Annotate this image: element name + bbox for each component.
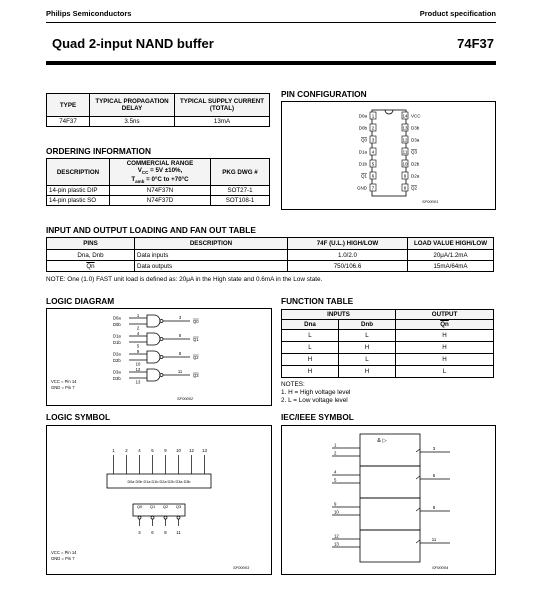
pin-number: 2 [371,125,375,131]
function-cell: H [282,366,339,378]
pin-number: 9 [164,448,167,453]
vcc-note: VCC = Pin 14 [51,379,77,384]
pin-number: 3 [371,137,375,143]
function-cell: H [339,366,396,378]
function-row [282,366,494,378]
pin-number: 6 [151,530,154,535]
note-1: 1. H = High voltage level [281,389,351,396]
pin-number: 13 [202,448,207,453]
pin-number: 14 [402,113,408,119]
load-desc-0: Data inputs [135,250,288,261]
function-cell: L [396,366,494,378]
gate-section [360,530,420,562]
function-row [282,342,494,354]
function-cell: H [282,354,339,366]
function-cell: L [282,330,339,342]
negation-mark [416,449,420,452]
iec-symbol-box [281,425,496,575]
company-name: Philips Semiconductors [46,9,132,18]
function-table-title: FUNCTION TABLE [281,296,354,306]
inversion-bubble [160,320,163,323]
ord-desc-1: 14-pin plastic SO [47,196,110,206]
pin-number: 11 [431,537,437,542]
pin-number: 6 [178,333,182,338]
function-cell: L [339,354,396,366]
th-current: TYPICAL SUPPLY CURRENT (TOTAL) [175,94,270,117]
input-label: D3a [113,369,121,375]
input-label: D3b [113,376,121,381]
inversion-bubble [160,338,163,341]
pin-label: GND [357,185,367,191]
pin-number: 11 [402,149,408,155]
input-block-label: D0a D0b D1a D1b D2a D2b D3a D3b [127,480,191,484]
pin-config-title: PIN CONFIGURATION [281,89,367,99]
range-vcc: $V_{CC} = 5V \pm 10\%$, [137,167,183,176]
pin-number: 3 [138,530,141,535]
inversion-bubble [164,516,167,519]
ordering-title: ORDERING INFORMATION [46,146,151,156]
vcc-note: VCC = Pin 14 [51,550,77,555]
input-label: D0a [113,315,121,321]
pin-number: 11 [176,530,181,535]
pin-number: 5 [334,477,337,483]
negation-mark [416,476,420,479]
negation-mark [416,508,420,511]
load-val-1: 15mA/64mA [408,261,494,272]
pin-number: 1 [136,313,140,318]
cell-type: 74F37 [47,117,90,127]
nand-gate [147,333,160,345]
function-cell: L [282,342,339,354]
th-dnb: Dnb [339,320,396,330]
pin-label: Q2 [411,185,418,191]
pin-number: 11 [177,369,183,374]
pin-number: 10 [135,361,141,367]
range-tamb: $T_{amb} = 0^\circ C$ to +70°C [131,175,189,184]
inversion-bubble [138,516,141,519]
pin-label: VCC [411,113,421,119]
ord-pkg-0: SOT27-1 [211,186,270,196]
pin-number: 4 [334,469,337,475]
page-title: Quad 2-input NAND buffer [52,36,214,51]
loading-table [46,237,494,272]
pin-number: 1 [371,113,375,119]
nand-gate [147,315,160,327]
ord-desc-0: 14-pin plastic DIP [47,186,110,196]
pin-label: D3b [411,125,420,131]
pin-number: 5 [151,448,154,453]
pin-label: Q3 [411,149,418,155]
pin-number: 6 [432,473,436,478]
pin-number: 2 [136,325,140,331]
function-row [282,330,494,342]
pin-number: 12 [334,533,339,539]
negation-mark [416,540,420,543]
function-cell: L [339,330,396,342]
th-pkg: PKG DWG # [211,159,270,186]
load-val-0: 20μA/1.2mA [408,250,494,261]
output-label: Q1 [193,336,199,342]
input-label: D1b [113,340,121,345]
spec-type: Product specification [419,9,496,18]
output-label: Q3 [193,372,199,378]
pin-number: 10 [402,161,408,167]
pin-number: 10 [334,509,339,515]
pin-number: 12 [135,367,141,372]
function-cell: H [396,330,494,342]
nand-gate [147,351,160,363]
th-pins: PINS [47,238,135,250]
gnd-note: GND = Pin 7 [51,556,75,561]
pin-number: 1 [334,442,337,448]
function-cell: H [339,342,396,354]
pin-number: 13 [402,125,408,131]
pin-label: D1a [358,149,367,155]
pin-number: 7 [371,185,375,191]
pin-number: 2 [334,450,337,456]
pin-number: 9 [403,173,407,179]
ordering-table [46,158,270,206]
load-ul-0: 1.0/2.0 [288,250,408,261]
pin-number: 8 [432,505,436,510]
pin-number: 4 [138,448,141,453]
gate-section [360,498,420,530]
inversion-bubble [177,516,180,519]
ord-pkg-1: SOT108-1 [211,196,270,206]
typical-table [46,93,270,127]
inversion-bubble [160,356,163,359]
th-type: TYPE [47,94,90,117]
output-label: Q2 [162,504,169,509]
pin-label: D3a [411,137,420,143]
pin-label: D2a [411,173,420,179]
input-label: D2b [113,358,121,363]
iec-symbol-title: IEC/IEEE SYMBOL [281,412,354,422]
title-rule [46,61,496,65]
pin-number: 13 [135,379,141,385]
output-label: Q0 [136,504,143,509]
cell-current: 13mA [175,117,270,127]
pin-number: 12 [189,448,194,453]
inversion-bubble [151,516,154,519]
function-cell: H [396,354,494,366]
pin-number: 5 [371,161,375,167]
note-2: 2. L = Low voltage level [281,397,348,404]
gnd-note: GND = Pin 7 [51,385,75,390]
logic-diagram [47,309,271,405]
pin-number: 9 [334,501,337,507]
th-range [110,159,211,186]
load-desc-1: Data outputs [135,261,288,272]
logic-symbol-title: LOGIC SYMBOL [46,412,111,422]
figure-code: SF00002 [177,396,194,401]
th-output: OUTPUT [396,310,494,320]
output-label: Q2 [193,354,199,360]
th-delay: TYPICAL PROPAGATION DELAY [90,94,175,117]
input-label: D1a [113,333,121,339]
pin-label: D0a [358,113,367,119]
input-label: D0b [113,322,121,327]
pin-label: Q0 [360,137,367,143]
logic-diagram-title: LOGIC DIAGRAM [46,296,115,306]
logic-symbol-box [46,425,272,575]
logic-symbol [47,426,271,574]
load-pins-0: Dna, Dnb [47,250,135,261]
pin-label: D1b [358,161,367,167]
gate-section [360,434,420,466]
pin-label: D0b [358,125,367,131]
pin-label: D2b [411,161,420,167]
pin-number: 3 [432,446,436,451]
th-load-desc: DESCRIPTION [135,238,288,250]
input-label: D2a [113,351,121,357]
th-ul: 74F (U.L.) HIGH/LOW [288,238,408,250]
load-pins-1: $\overline{Qn}$ [47,261,135,272]
ord-range-1: N74F37D [110,196,211,206]
pin-number: 3 [178,315,182,320]
load-ul-1: 750/106.6 [288,261,408,272]
notes-title: NOTES: [281,381,305,388]
iec-symbol [282,426,495,574]
th-qn: $\overline{Qn}$ [396,320,494,330]
cell-delay: 3.5ns [90,117,175,127]
function-row [282,354,494,366]
ord-range-0: N74F37N [110,186,211,196]
pin-number: 13 [334,541,339,547]
figure-code: SF00001 [422,199,439,204]
pin-config-diagram [282,102,495,209]
part-number: 74F37 [457,36,494,51]
gate-section [360,466,420,498]
ic-body [372,110,406,196]
pin-number: 1 [112,448,115,453]
pin-number: 9 [136,349,140,354]
output-label: Q3 [175,504,182,509]
nand-gate [147,369,160,381]
loading-note: NOTE: One (1.0) FAST unit load is defined as: 20μA in the High state and 0.6mA in the Low state. [46,276,323,283]
output-label: Q1 [149,504,156,509]
pin-config-box [281,101,496,210]
th-load-value: LOAD VALUE HIGH/LOW [408,238,494,250]
pin-number: 8 [178,351,182,356]
pin-number: 12 [402,137,408,143]
function-cell: H [396,342,494,354]
pin-number: 8 [403,185,407,191]
figure-code: SF00003 [233,565,250,570]
pin-number: 4 [371,149,375,155]
pin-number: 2 [125,448,128,453]
logic-diagram-box [46,308,272,406]
pin-number: 5 [136,343,140,349]
pin-number: 10 [176,448,181,453]
th-description: DESCRIPTION [47,159,110,186]
pin-number: 6 [371,173,375,179]
output-label: Q0 [193,318,199,324]
qualifier-label: & ▷ [377,438,387,444]
range-label: COMMERCIAL RANGE [126,160,194,168]
th-inputs: INPUTS [282,310,396,320]
inversion-bubble [160,374,163,377]
loading-title: INPUT AND OUTPUT LOADING AND FAN OUT TABLE [46,225,256,235]
figure-code: SF00004 [432,565,449,570]
pin-label: Q1 [360,173,367,179]
function-table [281,309,494,378]
pin-number: 4 [136,331,140,336]
pin-number: 8 [164,530,167,535]
th-dna: Dna [282,320,339,330]
header-rule [46,22,496,23]
